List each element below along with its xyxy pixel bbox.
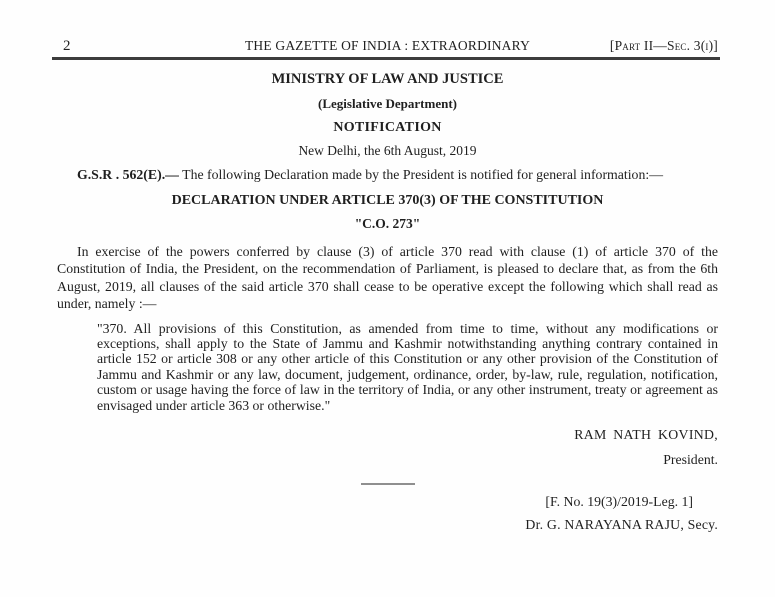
file-number: [F. No. 19(3)/2019-Leg. 1] <box>545 494 693 510</box>
operative-paragraph: In exercise of the powers conferred by clause (3) of article 370 read with clause (1) of article 370 of the Constitution of India, the President, on the recommendation of Parliament, is pleased to declare that, as from the 6th August, 2019, all clauses of the said article 370 shall cease to be operative except the following which shall read as under, namely :— <box>57 244 718 312</box>
gsr-number: G.S.R . 562(E).— <box>77 167 179 182</box>
declaration-title: DECLARATION UNDER ARTICLE 370(3) OF THE CONSTITUTION <box>171 193 604 208</box>
ministry-heading: MINISTRY OF LAW AND JUSTICE <box>271 71 504 87</box>
section-divider-rule <box>361 483 415 485</box>
notification-heading: NOTIFICATION <box>333 120 442 135</box>
president-name: RAM NATH KOVIND, <box>574 427 718 443</box>
department-heading: (Legislative Department) <box>318 96 457 111</box>
gsr-text: The following Declaration made by the President is notified for general information:— <box>178 167 663 182</box>
page-content <box>57 38 718 533</box>
co-number: "C.O. 273" <box>354 216 421 231</box>
part-section-label: [Part II—Sec. 3(i)] <box>609 38 718 53</box>
header-double-rule <box>52 57 720 60</box>
gsr-paragraph <box>57 167 718 183</box>
quoted-article-370: "370. All provisions of this Constitution, as amended from time to time, without any modifications or exceptions, shall apply to the State of Jammu and Kashmir notwithstanding anything contrary contained in article 152 or article 308 or any other article of this Constitution or any other provision of the Constitution of Jammu and Kashmir or any law, document, judgement, ordinance, order, by-law, rule, regulation, notification, custom or usage having the force of law in the territory of India, or any other instrument, treaty or agreement as envisaged under article 363 or otherwise." <box>97 320 718 413</box>
secretary-signature: Dr. G. NARAYANA RAJU, Secy. <box>525 517 718 533</box>
president-title: President. <box>663 452 718 468</box>
gazette-title: THE GAZETTE OF INDIA : EXTRAORDINARY <box>244 38 531 53</box>
dateline: New Delhi, the 6th August, 2019 <box>298 143 477 158</box>
page-number: 2 <box>63 38 71 54</box>
running-head <box>57 38 718 57</box>
